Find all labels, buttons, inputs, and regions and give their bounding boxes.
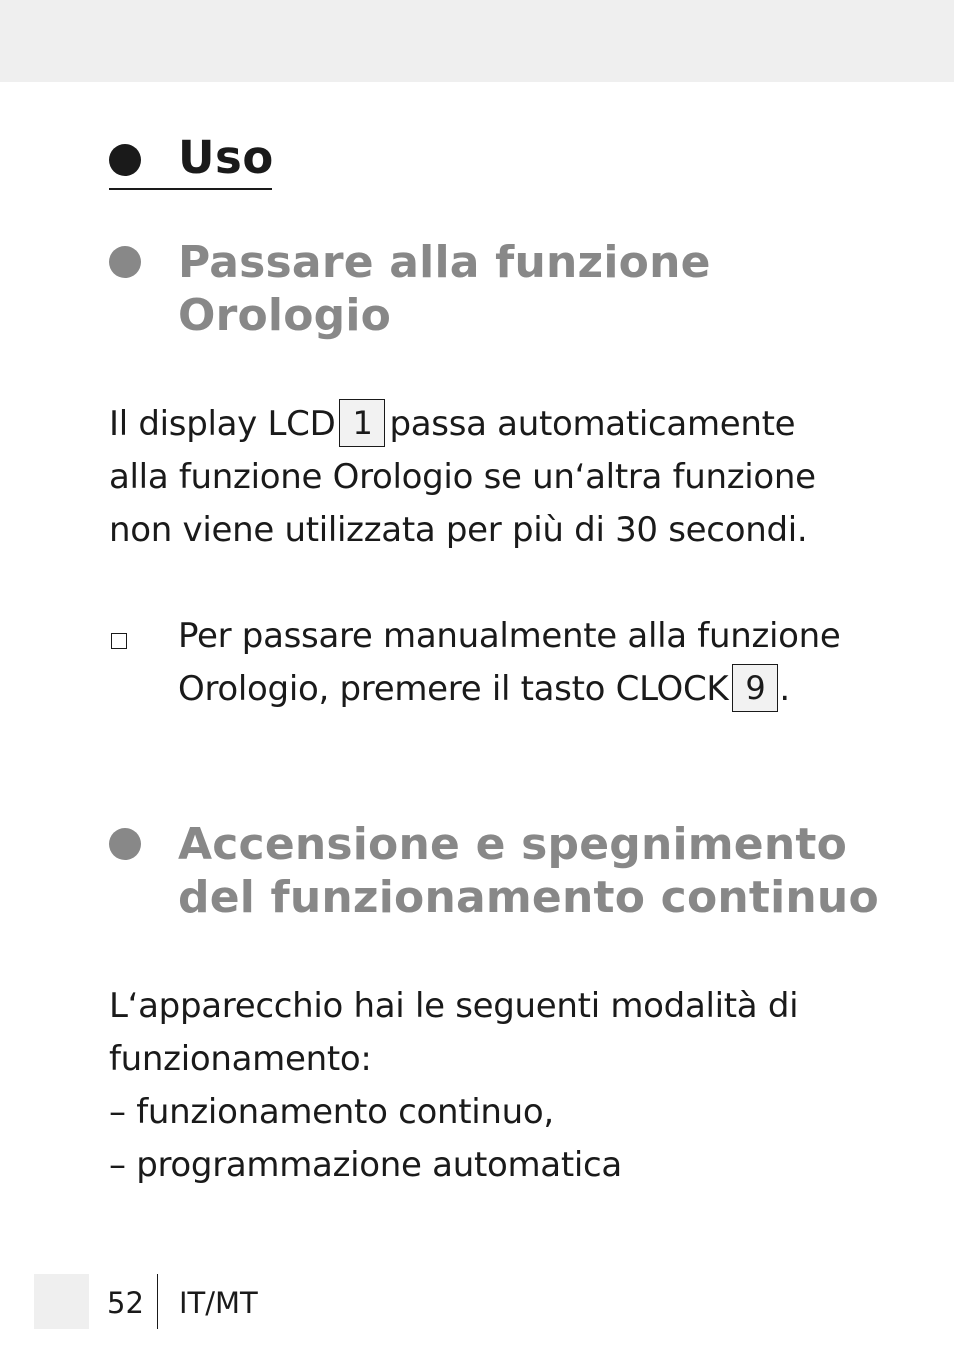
- section-heading-line: Passare alla funzione: [178, 237, 711, 288]
- reference-box: 1: [339, 399, 385, 447]
- checkbox-square-icon: [111, 633, 127, 649]
- heading-bullet-icon: [109, 144, 141, 176]
- instruction-line: Per passare manualmente alla funzione: [178, 616, 841, 656]
- paragraph-text: L‘apparecchio hai le seguenti modalità di: [109, 986, 799, 1026]
- section-heading-text: [178, 818, 879, 924]
- paragraph-text: Il display LCD: [109, 404, 336, 444]
- paragraph-text: non viene utilizzata per più di 30 secondi.: [109, 510, 808, 550]
- reference-box: 9: [732, 664, 778, 712]
- paragraph-modes: [109, 980, 798, 1192]
- section-heading-text: [178, 236, 711, 342]
- instruction-line: Orologio, premere il tasto CLOCK: [178, 669, 729, 709]
- main-heading-text: Uso: [178, 131, 274, 184]
- page-number: 52: [107, 1286, 144, 1320]
- section-heading-line: Accensione e spegnimento: [178, 819, 848, 870]
- paragraph-text: alla funzione Orologio se un‘altra funzione: [109, 457, 816, 497]
- instruction-text: [178, 610, 841, 716]
- section-bullet-icon: [109, 246, 141, 278]
- footer-divider: [157, 1274, 158, 1329]
- section-heading-line: Orologio: [178, 290, 392, 341]
- instruction-punctuation: .: [779, 669, 790, 709]
- paragraph-text: funzionamento:: [109, 1039, 372, 1079]
- paragraph-text: passa automaticamente: [389, 404, 796, 444]
- footer-box: [34, 1274, 89, 1329]
- main-heading: [109, 126, 272, 190]
- section-bullet-icon: [109, 828, 141, 860]
- section-heading-line: del funzionamento continuo: [178, 872, 879, 923]
- list-item: – programmazione automatica: [109, 1145, 622, 1185]
- language-code: IT/MT: [179, 1286, 258, 1320]
- paragraph-clock: [109, 398, 816, 557]
- instruction-item: [109, 610, 869, 720]
- list-item: – funzionamento continuo,: [109, 1092, 554, 1132]
- header-band: [0, 0, 954, 82]
